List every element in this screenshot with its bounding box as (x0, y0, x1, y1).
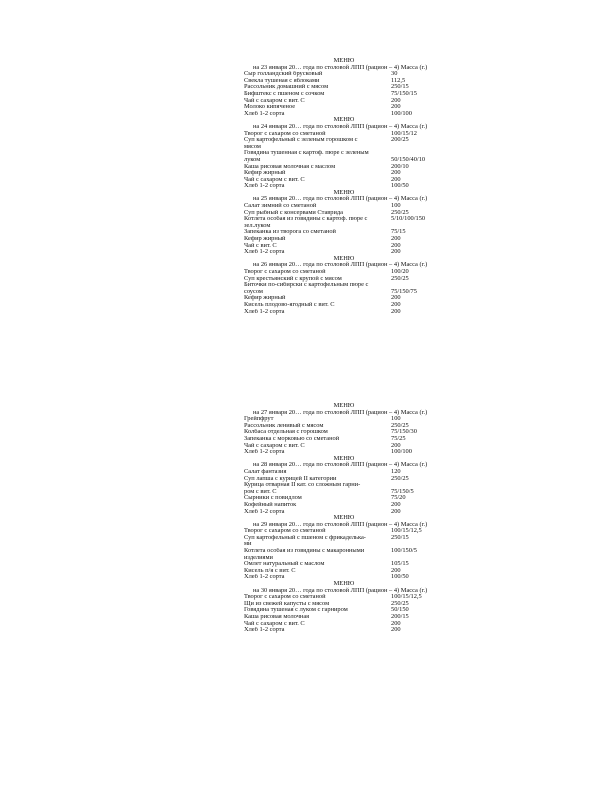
dish-mass: 200 (391, 235, 401, 243)
menu-block (244, 58, 444, 117)
menu-title: МЕНЮ (333, 116, 355, 124)
dish-mass: 75/15 (391, 228, 406, 236)
dish-name: Щи из свежей капусты с мясом (244, 600, 330, 607)
menu-item-row (244, 177, 444, 184)
dish-name: Говядина тушеная с луком с гарниром (244, 607, 348, 614)
dish-mass: 105/15 (391, 560, 409, 568)
dish-mass: 100/100 (391, 448, 412, 456)
menu-item-row (244, 276, 444, 283)
dish-mass: 100/15/12,5 (391, 593, 422, 601)
dish-name: Хлеб 1-2 сорта (244, 183, 285, 190)
dish-name: Кефир жирный (244, 236, 286, 243)
menu-item-row (244, 144, 444, 151)
menu-item-row (244, 71, 444, 78)
menu-item-row (244, 568, 444, 575)
dish-mass: 120 (391, 467, 401, 475)
dish-name: Чай с вит. С (244, 242, 277, 249)
menu-date-header: на 28 января 20… года по столовой ЛПП (рацион – 4) Масса (г.) (253, 461, 428, 469)
dish-mass: 200 (391, 507, 401, 515)
dish-mass: 250/25 (391, 274, 409, 282)
menu-item-row (244, 229, 444, 236)
dish-name: Сыр голландский брусковый (244, 71, 323, 78)
dish-mass: 250/15 (391, 83, 409, 91)
menu-item-row (244, 309, 444, 316)
dish-name: Чай с сахаром с вит. С (244, 442, 305, 449)
menu-date-header: на 23 января 20… года по столовой ЛПП (рацион – 4) Масса (г.) (253, 63, 428, 71)
menu-section-lower (244, 403, 444, 634)
dish-mass: 200/15 (391, 613, 409, 620)
dish-name: Хлеб 1-2 сорта (244, 508, 285, 515)
dish-name: Хлеб 1-2 сорта (244, 249, 285, 256)
menu-item-row (244, 98, 444, 105)
dish-mass: 100/100 (391, 109, 412, 117)
menu-item-row (244, 170, 444, 177)
dish-name: Чай с сахаром с вит. С (244, 97, 305, 104)
menu-item-row (244, 489, 444, 496)
menu-item-row (244, 203, 444, 210)
dish-mass: 200 (391, 103, 401, 111)
menu-item-row (244, 495, 444, 502)
dish-mass: 75/150/15 (391, 89, 417, 97)
dish-name: Чай с сахаром с вит. С (244, 620, 305, 627)
dish-name: Творог с сахаром со сметаной (244, 269, 326, 275)
dish-mass: 100/20 (391, 268, 409, 275)
dish-name: изделиями (244, 554, 273, 561)
dish-name: Суп крестьянский с крупой с мясом (244, 275, 342, 282)
dish-mass: 50/150 (391, 606, 409, 614)
dish-mass: 200 (391, 626, 401, 634)
menu-item-row (244, 243, 444, 250)
dish-mass: 200 (391, 307, 401, 315)
menu-item-row (244, 502, 444, 509)
dish-name: Суп рыбный с консервами Ставрида (244, 209, 344, 216)
dish-mass: 100 (391, 202, 401, 210)
menu-block (244, 403, 444, 456)
menu-item-row (244, 443, 444, 450)
dish-mass: 100/15/12,5 (391, 527, 422, 535)
dish-name: Рассольник домашний с мясом (244, 84, 329, 91)
dish-mass: 250/15 (391, 533, 409, 541)
dish-name: Запеканка с морковью со сметаной (244, 435, 340, 442)
menu-item-row (244, 436, 444, 443)
dish-mass: 250/25 (391, 599, 409, 607)
menu-item-row (244, 289, 444, 296)
dish-name: зел.луком (244, 222, 271, 229)
menu-item-row (244, 528, 444, 535)
menu-title: МЕНЮ (333, 580, 355, 588)
menu-item-row (244, 482, 444, 489)
dish-mass: 50/150/40/10 (391, 155, 426, 163)
dish-name: Суп картофельный с пшеном с фрикаделька- (244, 534, 366, 541)
menu-section-upper (244, 58, 444, 315)
dish-name: Салат фантазия (244, 468, 287, 475)
dish-name: Хлеб 1-2 сорта (244, 574, 285, 581)
menu-item-row (244, 548, 444, 555)
menu-item-row (244, 561, 444, 568)
dish-name: Творог с сахаром со сметаной (244, 528, 326, 535)
menu-item-row (244, 621, 444, 628)
dish-mass: 75/150/5 (391, 487, 414, 495)
menu-item-row (244, 91, 444, 98)
menu-item-row (244, 223, 444, 230)
dish-mass: 100/150/5 (391, 547, 417, 555)
dish-mass: 100 (391, 415, 401, 423)
menu-date-header: на 24 января 20… года по столовой ЛПП (рацион – 4) Масса (г.) (253, 122, 428, 130)
menu-block (244, 117, 444, 190)
dish-name: Каша рисовая молочная с маслом (244, 163, 336, 170)
menu-item-row (244, 295, 444, 302)
menu-item-row (244, 104, 444, 111)
menu-date-header: на 26 января 20… года по столовой ЛПП (рацион – 4) Масса (г.) (253, 261, 428, 269)
menu-title: МЕНЮ (333, 188, 355, 196)
dish-name: Грейпфрут (244, 416, 274, 423)
dish-mass: 200/25 (391, 136, 409, 144)
dish-mass: 200 (391, 175, 401, 183)
dish-mass: 75/20 (391, 494, 406, 502)
dish-mass: 200 (391, 96, 401, 104)
dish-mass: 200 (391, 500, 401, 508)
dish-mass: 200 (391, 169, 401, 177)
dish-mass: 200 (391, 441, 401, 449)
dish-mass: 30 (391, 70, 398, 78)
menu-title: МЕНЮ (333, 402, 355, 409)
menu-item-row (244, 236, 444, 243)
dish-name: Омлет натуральный с маслом (244, 561, 325, 568)
menu-title: МЕНЮ (333, 514, 355, 522)
dish-name: Суп лапша с курицей II категории (244, 475, 337, 482)
dish-name: Молоко кипяченое (244, 104, 296, 111)
dish-mass: 200 (391, 241, 401, 249)
menu-item-row (244, 607, 444, 614)
dish-name: мясом (244, 143, 261, 150)
dish-name: ром с вит. С (244, 488, 277, 495)
dish-name: соусом (244, 288, 263, 295)
dish-name: Творог с сахаром со сметаной (244, 130, 326, 137)
dish-mass: 200 (391, 248, 401, 256)
dish-name: Кисель плодово-ягодный с вит. С (244, 301, 335, 308)
dish-mass: 200 (391, 566, 401, 574)
dish-name: Чай с сахаром с вит. С (244, 176, 305, 183)
menu-item-row (244, 535, 444, 542)
menu-item-row (244, 429, 444, 436)
dish-name: Котлета особая из говядины с картоф. пюре с (244, 216, 368, 223)
menu-block (244, 456, 444, 515)
dish-name: Кефир жирный (244, 295, 286, 302)
dish-mass: 200 (391, 294, 401, 302)
dish-name: Колбаса отдельная с горошком (244, 429, 328, 436)
menu-item-row (244, 78, 444, 85)
dish-name: Хлеб 1-2 сорта (244, 627, 285, 634)
dish-mass: 75/25 (391, 434, 406, 442)
dish-name: Котлета особая из говядины с макаронными (244, 548, 365, 555)
dish-name: Бифштекс с пшеном с сочком (244, 90, 325, 97)
dish-mass: 75/150/30 (391, 428, 417, 436)
dish-name: Суп картофельный с зеленым горошком с (244, 137, 358, 144)
dish-mass: 200/10 (391, 162, 409, 170)
menu-item-row (244, 137, 444, 144)
menu-title: МЕНЮ (333, 454, 355, 462)
dish-name: луком (244, 156, 261, 163)
dish-mass: 200 (391, 619, 401, 627)
menu-item-row (244, 555, 444, 562)
dish-name: Свекла тушеная с яблоками (244, 77, 320, 84)
menu-item-row (244, 594, 444, 601)
dish-name: Рассольник ленивый с мясом (244, 422, 324, 429)
dish-name: Хлеб 1-2 сорта (244, 308, 285, 315)
dish-name: Салат зимний со сметаной (244, 203, 317, 210)
menu-title: МЕНЮ (333, 57, 355, 64)
menu-item-row (244, 416, 444, 423)
menu-block (244, 581, 444, 634)
dish-name: Говядина тушенная с картоф. пюре с зеленым (244, 150, 369, 157)
dish-mass: 250/25 (391, 421, 409, 429)
menu-item-row (244, 157, 444, 164)
menu-date-header: на 29 января 20… года по столовой ЛПП (рацион – 4) Масса (г.) (253, 520, 428, 528)
menu-item-row (244, 131, 444, 138)
menu-block (244, 190, 444, 256)
dish-name: Биточки по-сибирски с картофельным пюре с (244, 282, 369, 289)
dish-name: Кофейный напиток (244, 501, 297, 508)
menu-item-row (244, 269, 444, 276)
dish-name: Каша рисовая молочная (244, 614, 310, 620)
menu-item-row (244, 601, 444, 608)
menu-date-header: на 25 января 20… года по столовой ЛПП (рацион – 4) Масса (г.) (253, 195, 428, 203)
menu-item-row (244, 469, 444, 476)
menu-title: МЕНЮ (333, 254, 355, 262)
dish-name: Творог с сахаром со сметаной (244, 594, 326, 601)
dish-mass: 200 (391, 300, 401, 308)
menu-item-row (244, 216, 444, 223)
dish-name: Курица отварная II кат. со сложным гарни- (244, 482, 361, 489)
menu-block (244, 515, 444, 581)
dish-mass: 100/15/12 (391, 129, 417, 137)
menu-item-row (244, 164, 444, 171)
menu-date-header: на 27 января 20… года по столовой ЛПП (рацион – 4) Масса (г.) (253, 408, 428, 416)
dish-name: Сырники с повидлом (244, 495, 302, 502)
menu-item-row (244, 614, 444, 621)
dish-mass: 112,5 (391, 76, 406, 84)
dish-name: Хлеб 1-2 сорта (244, 110, 285, 117)
dish-mass: 75/150/75 (391, 287, 417, 295)
dish-name: Кефир жирный (244, 170, 286, 177)
menu-item-row (244, 476, 444, 483)
menu-block (244, 256, 444, 315)
dish-mass: 5/10/100/150 (391, 215, 426, 223)
menu-date-header: на 30 января 20… года по столовой ЛПП (рацион – 4) Масса (г.) (253, 586, 428, 594)
dish-mass: 100/50 (391, 182, 409, 190)
dish-name: ми (244, 541, 252, 548)
dish-mass: 100/50 (391, 573, 409, 581)
dish-name: Запеканка из творога со сметаной (244, 229, 336, 236)
dish-name: Хлеб 1-2 сорта (244, 449, 285, 456)
menu-item-row (244, 302, 444, 309)
menu-item-row (244, 627, 444, 634)
dish-name: Кисель п/я с вит. С (244, 567, 296, 574)
dish-mass: 250/25 (391, 474, 409, 482)
dish-mass: 250/25 (391, 208, 409, 216)
